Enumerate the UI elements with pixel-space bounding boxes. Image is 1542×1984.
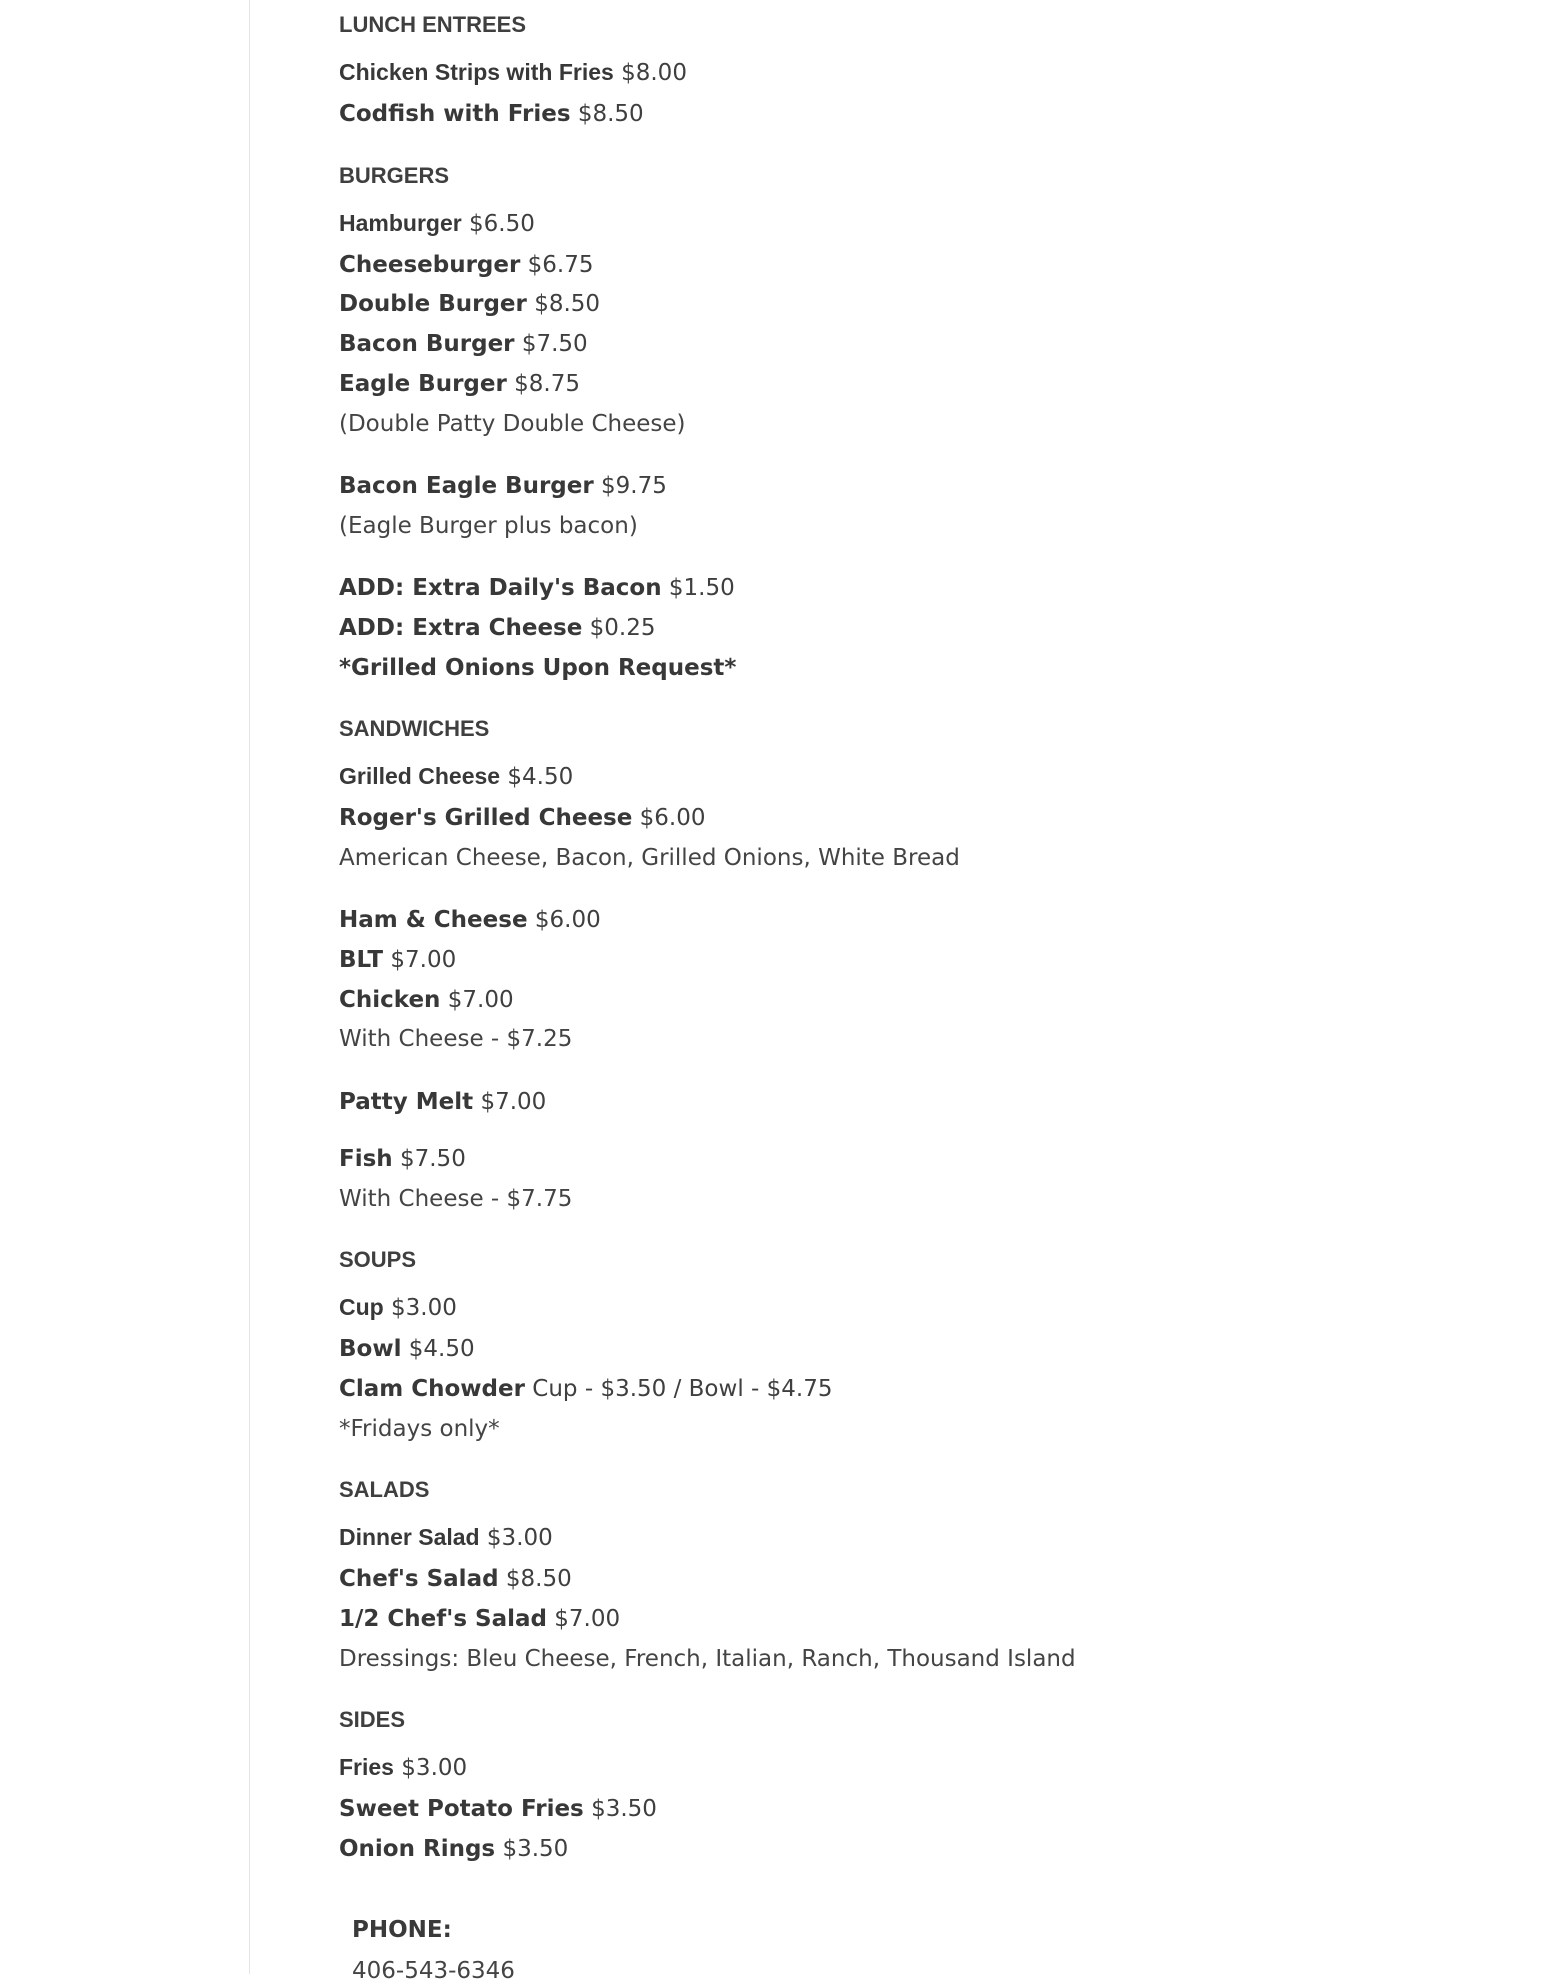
item-name: Bacon Burger — [339, 331, 515, 357]
item-name: Codfish with Fries — [339, 101, 571, 127]
item-price: $3.50 — [591, 1796, 657, 1822]
phone-number[interactable]: 406-543-6346 — [352, 1958, 515, 1984]
item-name: Roger's Grilled Cheese — [339, 805, 633, 831]
item-name: Chicken Strips with Fries — [339, 59, 614, 85]
item-price: $3.00 — [486, 1525, 553, 1551]
content-left-border — [249, 0, 250, 1974]
item-price: $3.00 — [401, 1755, 468, 1781]
item-price: $7.50 — [399, 1146, 466, 1172]
item-name: Patty Melt — [339, 1089, 474, 1115]
menu-item-codfish — [339, 99, 644, 129]
addon-price: $1.50 — [668, 575, 735, 601]
menu-item-bacon-eagle-burger — [339, 471, 667, 501]
addon-name: ADD: Extra Cheese — [339, 615, 583, 641]
item-name: Grilled Cheese — [339, 763, 501, 789]
item-name: Bacon Eagle Burger — [339, 473, 594, 499]
menu-item-bowl — [339, 1334, 475, 1364]
addon-name: ADD: Extra Daily's Bacon — [339, 575, 662, 601]
clam-chowder-note: *Fridays only* — [339, 1416, 500, 1442]
fish-cheese-note: With Cheese - $7.75 — [339, 1186, 573, 1212]
eagle-burger-note: (Double Patty Double Cheese) — [339, 411, 686, 437]
item-name: Fries — [339, 1754, 394, 1780]
item-price: Cup - $3.50 / Bowl - $4.75 — [532, 1376, 833, 1402]
item-name: Dinner Salad — [339, 1524, 480, 1550]
item-price: $4.50 — [507, 764, 574, 790]
item-price: $8.50 — [505, 1566, 572, 1592]
item-price: $6.00 — [534, 907, 601, 933]
item-price: $8.00 — [621, 60, 687, 86]
menu-item-sweet-potato-fries — [339, 1794, 657, 1824]
addon-extra-bacon — [339, 573, 735, 603]
grilled-onions-note: *Grilled Onions Upon Request* — [339, 655, 737, 681]
item-price: $9.75 — [601, 473, 667, 499]
menu-item-double-burger — [339, 289, 600, 319]
item-price: $3.00 — [391, 1295, 457, 1321]
item-name: Eagle Burger — [339, 371, 507, 397]
item-name: Ham & Cheese — [339, 907, 528, 933]
item-name: Double Burger — [339, 291, 527, 317]
item-price: $7.50 — [521, 331, 588, 357]
item-name: Chicken — [339, 987, 441, 1013]
menu-item-patty-melt — [339, 1087, 546, 1117]
item-price: $6.50 — [469, 211, 535, 237]
item-name: BLT — [339, 947, 384, 973]
item-price: $6.75 — [527, 252, 594, 278]
item-name: Clam Chowder — [339, 1376, 525, 1402]
menu-item-blt — [339, 945, 456, 975]
item-price: $7.00 — [554, 1606, 621, 1632]
lunch-entrees-heading: LUNCH ENTREES — [339, 12, 527, 37]
bacon-eagle-burger-note: (Eagle Burger plus bacon) — [339, 513, 638, 539]
item-name: Bowl — [339, 1336, 402, 1362]
item-price: $8.50 — [534, 291, 601, 317]
menu-item-chicken — [339, 985, 514, 1015]
item-price: $7.00 — [447, 987, 514, 1013]
menu-item-ham-cheese — [339, 905, 601, 935]
menu-item-rogers-grilled-cheese — [339, 803, 706, 833]
menu-item-chicken-strips — [339, 57, 687, 88]
item-price: $4.50 — [408, 1336, 475, 1362]
burgers-heading: BURGERS — [339, 163, 450, 188]
menu-item-eagle-burger — [339, 369, 580, 399]
menu-item-onion-rings — [339, 1834, 568, 1864]
addon-extra-cheese — [339, 613, 656, 643]
item-price: $6.00 — [639, 805, 706, 831]
menu-item-dinner-salad — [339, 1522, 553, 1553]
menu-item-grilled-cheese — [339, 761, 573, 792]
sandwiches-heading: SANDWICHES — [339, 716, 490, 741]
item-name: Fish — [339, 1146, 393, 1172]
menu-item-half-chefs-salad — [339, 1604, 620, 1634]
item-name: 1/2 Chef's Salad — [339, 1606, 547, 1632]
dressings-note: Dressings: Bleu Cheese, French, Italian, Ranch, Thousand Island — [339, 1646, 1076, 1672]
salads-heading: SALADS — [339, 1477, 430, 1502]
item-price: $3.50 — [502, 1836, 569, 1862]
item-price: $7.00 — [480, 1089, 547, 1115]
sides-heading: SIDES — [339, 1707, 406, 1732]
item-name: Sweet Potato Fries — [339, 1796, 584, 1822]
item-name: Hamburger — [339, 210, 462, 236]
item-name: Cup — [339, 1294, 384, 1320]
item-name: Onion Rings — [339, 1836, 496, 1862]
menu-item-bacon-burger — [339, 329, 588, 359]
item-name: Cheeseburger — [339, 252, 521, 278]
item-name: Chef's Salad — [339, 1566, 499, 1592]
phone-label: PHONE: — [352, 1917, 452, 1943]
menu-item-chefs-salad — [339, 1564, 572, 1594]
menu-item-fish — [339, 1144, 466, 1174]
chicken-cheese-note: With Cheese - $7.25 — [339, 1026, 573, 1052]
item-price: $7.00 — [390, 947, 457, 973]
menu-item-clam-chowder — [339, 1374, 832, 1404]
item-price: $8.50 — [577, 101, 644, 127]
menu-item-cup — [339, 1292, 457, 1323]
addon-price: $0.25 — [589, 615, 656, 641]
item-price: $8.75 — [514, 371, 581, 397]
menu-item-cheeseburger — [339, 250, 594, 280]
rogers-grilled-cheese-note: American Cheese, Bacon, Grilled Onions, White Bread — [339, 845, 960, 871]
soups-heading: SOUPS — [339, 1247, 417, 1272]
menu-item-hamburger — [339, 208, 535, 239]
menu-item-fries — [339, 1752, 467, 1783]
